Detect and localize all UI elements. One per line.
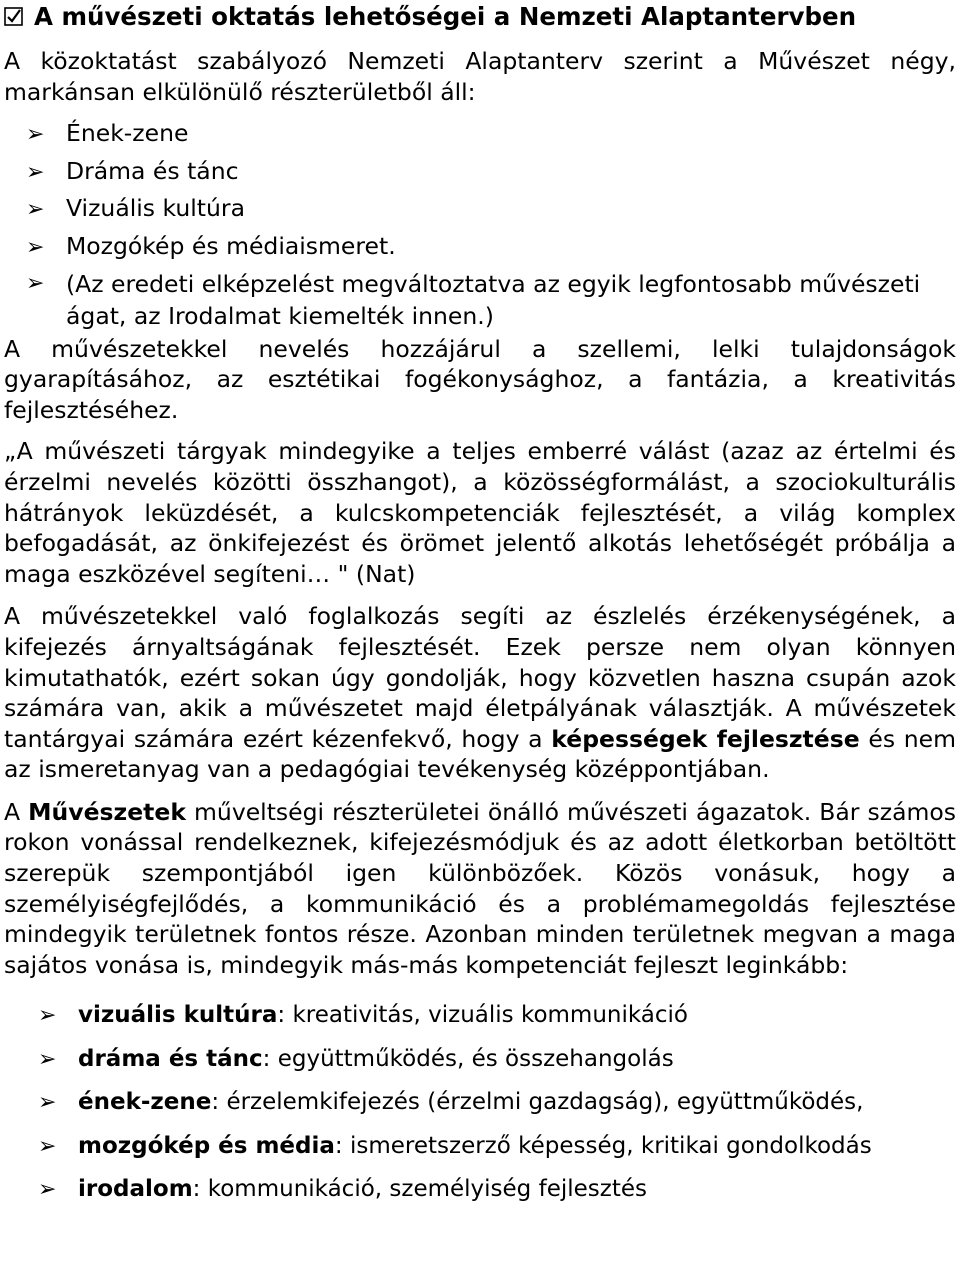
art-areas-list [4,115,956,331]
competency-text: együttműködés, és összehangolás [277,1045,674,1072]
paragraph-text: és nem az ismeretanyag van a pedagógiai tevékenység középpontjában. [4,724,957,784]
competency-text: kreativitás, vizuális kommunikáció [292,1002,688,1029]
list-item [4,1168,956,1212]
section-heading [4,0,956,32]
competency-text: érzelemkifejezés (érzelmi gazdagság), együttműködés, [226,1089,864,1116]
list-item-text: Ének-zene [66,119,189,148]
skills-paragraph [4,601,956,785]
arrowhead-bullet-icon: ➢ [38,1177,57,1203]
arrowhead-bullet-icon: ➢ [26,159,45,185]
list-item [4,1125,956,1169]
paragraph-text: A művészetekkel való foglalkozás segíti az észlelés érzékenységének, a kifejezés árnyaltságának fejlesztését. Ezek persze nem olyan könnyen kimutathatók, ezért sokan úgy gondolják, hogy közvetlen haszna csupán azok számára van, akik a művészetet majd életpályának választják. A művészetek tantárgyai számára ezért kézenfekvő, hogy a [4,602,956,753]
arts-branches-paragraph [4,797,956,981]
area-name: mozgókép és média [78,1132,335,1159]
separator: : [262,1045,278,1072]
separator: : [192,1176,208,1203]
list-item-text: Mozgókép és médiaismeret. [66,231,396,260]
list-item [4,153,956,191]
list-item-text: Dráma és tánc [66,156,239,185]
arrowhead-bullet-icon: ➢ [38,1046,57,1072]
list-item [4,228,956,266]
list-item-text: (Az eredeti elképzelést megváltoztatva az egyik legfontosabb művészeti ágat, az Irodalmat kiemelték innen.) [66,269,921,330]
separator: : [334,1132,350,1159]
list-item [4,190,956,228]
area-name: ének-zene [78,1089,212,1116]
checked-box-icon [4,2,34,32]
competency-list [4,994,956,1212]
heading-text: A művészeti oktatás lehetőségei a Nemzeti Alaptantervben [34,2,857,31]
emphasis-text: képességek fejlesztése [551,724,860,753]
competency-text: kommunikáció, személyiség fejlesztés [207,1176,647,1203]
list-item [4,266,956,332]
arrowhead-bullet-icon: ➢ [26,122,45,148]
arrowhead-bullet-icon: ➢ [38,1090,57,1116]
list-item [4,994,956,1038]
arrowhead-bullet-icon: ➢ [26,197,45,223]
arrowhead-bullet-icon: ➢ [26,234,45,260]
area-name: irodalom [78,1176,193,1203]
emphasis-text: Művészetek [28,797,186,826]
separator: : [277,1002,293,1029]
paragraph-text: A [4,797,29,826]
list-item-text: Vizuális kultúra [66,194,245,223]
area-name: vizuális kultúra [78,1002,278,1029]
arrowhead-bullet-icon: ➢ [26,270,45,296]
list-item [4,1038,956,1082]
competency-text: ismeretszerző képesség, kritikai gondolkodás [349,1132,872,1159]
arrowhead-bullet-icon: ➢ [38,1003,57,1029]
area-name: dráma és tánc [78,1045,263,1072]
paragraph-text: műveltségi részterületei önálló művészeti ágazatok. Bár számos rokon vonással rendelkeznek, kifejezésmódjuk és az adott életkorban betöltött szerepük szempontjából igen különbözőek. Közös vonásuk, hogy a személyiségfejlődés, a kommunikáció és a problémamegoldás fejlesztése mindegyik területnek fontos része. Azonban minden területnek megvan a maga sajátos vonása is, mindegyik más-más kompetenciát fejleszt leginkább: [4,797,957,979]
list-item [4,115,956,153]
nat-quote-paragraph: „A művészeti tárgyak mindegyike a teljes emberré válást (azaz az értelmi és érzelmi nevelés közötti összhangot), a közösségformálást, a szociokulturális hátrányok leküzdését, a kulcskompetenciák fejlesztését, a világ komplex befogadását, az önkifejezést és örömet jelentő alkotás lehetőségét próbálja a maga eszközével segíteni… " (Nat) [4,437,956,588]
intro-paragraph: A közoktatást szabályozó Nemzeti Alaptanterv szerint a Művészet négy, markánsan elkülönülő részterületből áll: [4,47,956,106]
list-item [4,1081,956,1125]
arts-education-paragraph: A művészetekkel nevelés hozzájárul a szellemi, lelki tulajdonságok gyarapításához, az esztétikai fogékonysághoz, a fantázia, a kreativitás fejlesztéséhez. [4,334,956,424]
separator: : [211,1089,227,1116]
arrowhead-bullet-icon: ➢ [38,1133,57,1159]
